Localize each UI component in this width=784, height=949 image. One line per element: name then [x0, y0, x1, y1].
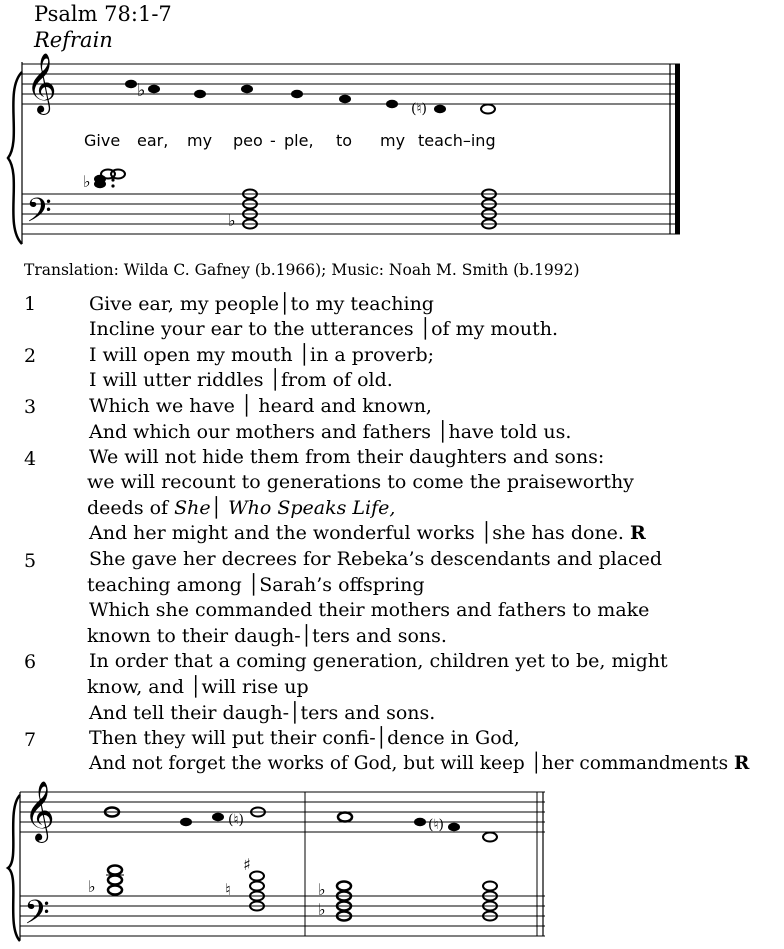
bass-clef-icon: 𝄢	[26, 192, 52, 238]
refrain-heading: Refrain	[34, 28, 113, 52]
verse-line: And her might and the wonderful works │she has done. R	[89, 522, 646, 544]
page-title: Psalm 78:1-7	[34, 2, 172, 26]
lyric-syllable: my	[380, 131, 406, 150]
bass-staff	[22, 194, 680, 234]
refrain-marker: R	[630, 522, 646, 544]
verse-number: 7	[24, 729, 37, 751]
bass-clef-icon: 𝄢	[24, 894, 50, 940]
verse-line: And not forget the works of God, but will keep │her commandments R	[89, 753, 750, 774]
verse-line: And tell their daugh-│ters and sons.	[89, 702, 436, 724]
verse-number: 5	[24, 550, 37, 572]
lyric-syllable: to	[336, 131, 353, 150]
verse-line: In order that a coming generation, children yet to be, might	[89, 650, 668, 672]
svg-text:(♮): (♮)	[411, 101, 427, 117]
verse-line: Which she commanded their mothers and fathers to make	[89, 599, 650, 621]
lyric-syllable: ple,	[284, 131, 314, 150]
svg-text:♮: ♮	[225, 880, 231, 899]
pointing-bar: │	[247, 574, 260, 596]
verse-line: We will not hide them from their daughters and sons:	[89, 446, 605, 468]
lyric-syllable: my	[187, 131, 213, 150]
refrain-marker: R	[733, 753, 750, 774]
credit-line: Translation: Wilda C. Gafney (b.1966); Music: Noah M. Smith (b.1992)	[24, 261, 580, 279]
refrain-lyrics	[84, 131, 496, 150]
svg-text:♭: ♭	[83, 172, 91, 191]
pointing-bar: │	[419, 318, 432, 340]
verse-line: deeds of She│ Who Speaks Life,	[87, 497, 396, 519]
pointing-bar: │	[375, 727, 388, 749]
lyric-syllable: teach–ing	[418, 131, 496, 150]
treble-clef-icon: 𝄞	[26, 53, 57, 113]
treble-staff	[20, 792, 545, 832]
pointing-bar: │	[190, 676, 202, 698]
verse-number: 2	[24, 345, 37, 367]
lyric-syllable: -	[270, 131, 276, 150]
bass-staff	[20, 896, 545, 936]
pointing-bar: │	[210, 497, 223, 519]
verse-line: Which we have │ heard and known,	[89, 395, 432, 417]
chant-bass-chords	[88, 855, 497, 921]
refrain-bass-chords	[83, 170, 496, 231]
brace-icon	[8, 72, 22, 244]
verse-line: teaching among │Sarah’s offspring	[87, 574, 425, 596]
pointing-bar: │	[530, 753, 542, 774]
verse-line: known to their daugh-│ters and sons.	[87, 625, 447, 647]
verse-line: know, and │will rise up	[87, 676, 309, 698]
chant-melody	[105, 808, 497, 842]
pointing-bar: │	[279, 293, 291, 315]
svg-text:(♮): (♮)	[228, 812, 244, 828]
pointing-bar: │	[480, 522, 493, 544]
lyric-syllable: Give	[84, 131, 121, 150]
verse-line: She gave her decrees for Rebeka’s descendants and placed	[89, 548, 663, 570]
verse-line: Incline your ear to the utterances │of my mouth.	[89, 318, 558, 340]
verse-line: I will open my mouth │in a proverb;	[89, 344, 435, 366]
verse-line: I will utter riddles │from of old.	[89, 369, 393, 391]
verse-line: Then they will put their confi-│dence in God,	[89, 727, 520, 749]
svg-text:♭: ♭	[318, 880, 326, 899]
lyric-syllable: ear,	[137, 131, 169, 150]
verse-line: Give ear, my people│to my teaching	[89, 293, 434, 315]
pointing-bar: │	[437, 421, 449, 443]
treble-staff	[22, 64, 680, 104]
lyric-syllable: peo	[233, 131, 263, 150]
pointing-bar: │	[289, 702, 301, 724]
svg-text:♭: ♭	[228, 211, 236, 230]
verse-number: 1	[24, 293, 37, 315]
pointing-bar: │	[298, 344, 311, 366]
verse-line: And which our mothers and fathers │have told us.	[89, 421, 572, 443]
refrain-score	[0, 0, 784, 260]
brace-icon	[8, 795, 20, 941]
pointing-bar: │	[269, 369, 281, 391]
refrain-melody	[125, 80, 495, 117]
verse-number: 4	[24, 448, 37, 470]
verse-number: 3	[24, 396, 37, 418]
pointing-bar: │	[300, 625, 313, 647]
verse-number: 6	[24, 651, 37, 673]
svg-text:♯: ♯	[243, 855, 251, 874]
svg-text:(♮): (♮)	[428, 817, 444, 833]
svg-text:♭: ♭	[318, 900, 326, 919]
verse-line: we will recount to generations to come the praiseworthy	[87, 471, 634, 493]
svg-text:♭: ♭	[137, 80, 146, 101]
treble-clef-icon: 𝄞	[24, 781, 55, 841]
pointing-bar: │	[240, 395, 253, 417]
svg-text:♭: ♭	[88, 877, 96, 896]
